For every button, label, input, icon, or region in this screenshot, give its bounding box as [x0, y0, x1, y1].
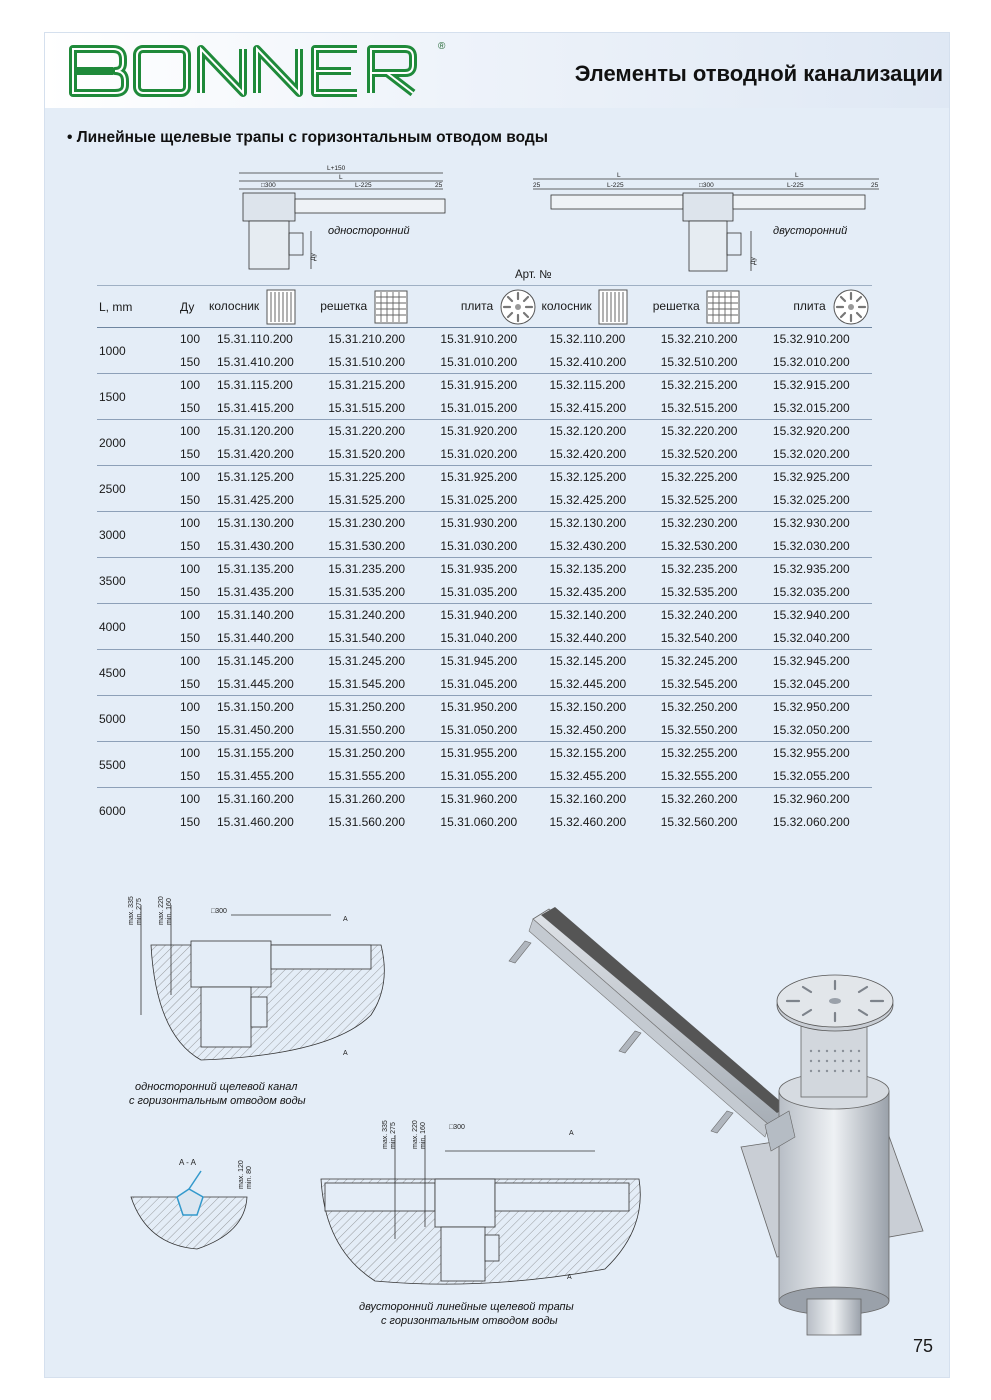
- table-row: [97, 788, 872, 811]
- article-code-cell: 15.32.955.200: [763, 742, 872, 765]
- dim-300: □300: [449, 1124, 465, 1131]
- du-cell: 150: [180, 492, 201, 507]
- article-code-cell: 15.32.225.200: [651, 466, 763, 489]
- article-code-cell: 15.32.460.200: [549, 815, 627, 829]
- header-col3: [430, 286, 539, 328]
- table-row: [97, 811, 872, 834]
- article-code-cell: 15.32.510.200: [660, 354, 738, 369]
- du-cell: 150: [180, 815, 201, 829]
- mesh-grate-icon: [374, 290, 408, 324]
- article-code-cell: 15.31.915.200: [430, 374, 539, 397]
- dim-l225: L-225: [355, 182, 372, 189]
- article-code-cell: 15.32.430.200: [549, 538, 627, 553]
- article-code-cell: 15.31.410.200: [217, 354, 294, 369]
- article-code-cell: 15.31.240.200: [318, 604, 430, 627]
- article-code-cell: 15.31.525.200: [328, 492, 405, 507]
- article-code-cell: 15.31.055.200: [440, 768, 518, 783]
- dim-min160: min. 160: [420, 1122, 427, 1149]
- article-code-cell: 15.31.155.200: [207, 742, 318, 765]
- article-code-cell: 15.32.135.200: [539, 558, 650, 581]
- cut-aa-label: A - A: [179, 1158, 196, 1167]
- table-row: [97, 742, 872, 765]
- article-code-cell: 15.32.230.200: [651, 512, 763, 535]
- article-code-cell: 15.31.435.200: [217, 584, 294, 599]
- article-code-cell: 15.32.930.200: [763, 512, 872, 535]
- article-code-cell: 15.31.010.200: [440, 354, 518, 369]
- dim-max120: max. 120: [238, 1160, 245, 1189]
- article-code-cell: 15.32.455.200: [549, 768, 627, 783]
- article-code-cell: 15.31.230.200: [318, 512, 430, 535]
- registered-mark: ®: [438, 41, 446, 52]
- table-row: [97, 650, 872, 673]
- article-code-cell: 15.32.425.200: [549, 492, 627, 507]
- article-code-cell: 15.32.960.200: [763, 788, 872, 811]
- table-header-row: [97, 286, 872, 328]
- section-mark-a-bottom: A: [567, 1274, 572, 1281]
- dim-300: □300: [699, 182, 714, 189]
- dim-l150: L+150: [327, 165, 346, 172]
- dim-min160: min. 160: [166, 898, 173, 925]
- table-row: [97, 443, 872, 466]
- article-code-cell: 15.32.220.200: [651, 420, 763, 443]
- article-code-cell: 15.32.215.200: [651, 374, 763, 397]
- du-cell: 100: [162, 558, 207, 581]
- article-code-cell: 15.32.250.200: [651, 696, 763, 719]
- length-cell: 1500: [97, 374, 162, 420]
- dim-25: 25: [435, 182, 443, 189]
- section-mark-a-bottom: A: [343, 1050, 348, 1057]
- double-sided-drawing: [529, 171, 889, 276]
- article-code-cell: 15.31.135.200: [207, 558, 318, 581]
- article-code-cell: 15.32.920.200: [763, 420, 872, 443]
- article-code-cell: 15.32.150.200: [539, 696, 650, 719]
- article-code-cell: 15.32.525.200: [660, 492, 738, 507]
- table-row: [97, 558, 872, 581]
- article-code-cell: 15.31.550.200: [328, 722, 405, 737]
- length-cell: 3500: [97, 558, 162, 604]
- article-code-cell: 15.32.145.200: [539, 650, 650, 673]
- article-code-cell: 15.31.520.200: [328, 446, 405, 461]
- header-du: Ду: [162, 286, 207, 328]
- article-code-cell: 15.31.555.200: [328, 768, 405, 783]
- article-code-cell: 15.31.510.200: [328, 354, 405, 369]
- article-code-cell: 15.32.915.200: [763, 374, 872, 397]
- table-row: [97, 627, 872, 650]
- article-code-cell: 15.32.015.200: [772, 400, 850, 415]
- cut-aa-drawing: [127, 1153, 257, 1253]
- article-code-cell: 15.32.535.200: [660, 584, 738, 599]
- section-title: • Линейные щелевые трапы с горизонтальным отводом воды: [67, 129, 548, 146]
- header-label: колосник: [541, 298, 592, 313]
- header-col6: [763, 286, 872, 328]
- table-row: [97, 696, 872, 719]
- table-row: [97, 489, 872, 512]
- du-cell: 150: [180, 354, 201, 369]
- article-code-cell: 15.32.950.200: [763, 696, 872, 719]
- article-code-cell: 15.31.250.200: [318, 742, 430, 765]
- header-label: решетка: [320, 298, 368, 313]
- dim-max220: max. 220: [158, 896, 165, 925]
- article-code-cell: 15.32.235.200: [651, 558, 763, 581]
- table-row: [97, 420, 872, 443]
- single-section-caption-1: односторонний щелевой канал: [135, 1081, 298, 1093]
- dim-min80: min. 80: [246, 1166, 253, 1189]
- article-code-cell: 15.31.145.200: [207, 650, 318, 673]
- table-row: [97, 397, 872, 420]
- dim-300: □300: [211, 908, 227, 915]
- article-code-cell: 15.32.130.200: [539, 512, 650, 535]
- article-number-label: Арт. №: [515, 269, 552, 281]
- header-col1: [207, 286, 318, 328]
- article-code-cell: 15.32.060.200: [772, 815, 850, 829]
- article-code-cell: 15.31.445.200: [217, 676, 294, 691]
- header-col2: [318, 286, 430, 328]
- du-cell: 150: [180, 584, 201, 599]
- header-label: плита: [460, 298, 494, 313]
- table-row: [97, 719, 872, 742]
- du-cell: 100: [162, 328, 207, 351]
- page-title: Элементы отводной канализации: [574, 61, 943, 86]
- article-code-cell: 15.31.420.200: [217, 446, 294, 461]
- header-length: L, mm: [97, 286, 162, 328]
- article-code-cell: 15.32.020.200: [772, 446, 850, 461]
- article-code-cell: 15.31.160.200: [207, 788, 318, 811]
- article-code-cell: 15.31.060.200: [440, 815, 518, 829]
- article-code-cell: 15.31.045.200: [440, 676, 518, 691]
- article-code-cell: 15.32.255.200: [651, 742, 763, 765]
- article-code-cell: 15.31.545.200: [328, 676, 405, 691]
- article-code-cell: 15.32.415.200: [549, 400, 627, 415]
- article-code-cell: 15.32.420.200: [549, 446, 627, 461]
- article-code-cell: 15.31.250.200: [318, 696, 430, 719]
- article-code-cell: 15.31.425.200: [217, 492, 294, 507]
- table-body: [97, 328, 872, 834]
- single-sided-section-drawing: [81, 885, 411, 1070]
- article-code-cell: 15.31.225.200: [318, 466, 430, 489]
- du-cell: 150: [180, 676, 201, 691]
- article-code-cell: 15.32.025.200: [772, 492, 850, 507]
- table-row: [97, 581, 872, 604]
- header-col5: [651, 286, 763, 328]
- dim-max220: max. 220: [412, 1120, 419, 1149]
- article-code-cell: 15.32.445.200: [549, 676, 627, 691]
- length-cell: 6000: [97, 788, 162, 834]
- table-row: [97, 351, 872, 374]
- du-cell: 150: [180, 538, 201, 553]
- table-row: [97, 535, 872, 558]
- article-code-cell: 15.32.410.200: [549, 354, 627, 369]
- article-code-cell: 15.32.120.200: [539, 420, 650, 443]
- article-code-cell: 15.32.520.200: [660, 446, 738, 461]
- article-code-cell: 15.32.010.200: [772, 354, 850, 369]
- article-code-cell: 15.31.210.200: [318, 328, 430, 351]
- dim-max335: max. 335: [128, 896, 135, 925]
- article-code-cell: 15.31.020.200: [440, 446, 518, 461]
- article-code-cell: 15.31.035.200: [440, 584, 518, 599]
- bonner-logo: [67, 43, 417, 99]
- article-code-cell: 15.32.125.200: [539, 466, 650, 489]
- du-cell: 100: [162, 788, 207, 811]
- article-code-cell: 15.32.040.200: [772, 630, 850, 645]
- article-code-cell: 15.31.260.200: [318, 788, 430, 811]
- article-table: [97, 285, 872, 834]
- article-code-cell: 15.32.035.200: [772, 584, 850, 599]
- article-code-cell: 15.31.415.200: [217, 400, 294, 415]
- article-code-cell: 15.31.110.200: [207, 328, 318, 351]
- article-code-cell: 15.32.055.200: [772, 768, 850, 783]
- product-render: [465, 901, 935, 1341]
- dim-max335: max. 335: [382, 1120, 389, 1149]
- dim-min275: min. 275: [390, 1122, 397, 1149]
- article-code-cell: 15.31.540.200: [328, 630, 405, 645]
- table-row: [97, 374, 872, 397]
- article-code-cell: 15.31.945.200: [430, 650, 539, 673]
- section-mark-a-top: A: [569, 1130, 574, 1137]
- article-code-cell: 15.31.910.200: [430, 328, 539, 351]
- article-code-cell: 15.32.245.200: [651, 650, 763, 673]
- article-code-cell: 15.31.235.200: [318, 558, 430, 581]
- article-code-cell: 15.31.220.200: [318, 420, 430, 443]
- double-section-caption-2: с горизонтальным отводом воды: [381, 1315, 558, 1327]
- article-code-cell: 15.32.160.200: [539, 788, 650, 811]
- article-code-cell: 15.31.120.200: [207, 420, 318, 443]
- article-code-cell: 15.31.925.200: [430, 466, 539, 489]
- table-row: [97, 765, 872, 788]
- article-code-cell: 15.31.515.200: [328, 400, 405, 415]
- article-code-cell: 15.31.440.200: [217, 630, 294, 645]
- table-row: [97, 604, 872, 627]
- dim-l-left: L: [617, 172, 621, 179]
- article-code-cell: 15.31.050.200: [440, 722, 518, 737]
- article-code-cell: 15.32.210.200: [651, 328, 763, 351]
- du-cell: 100: [162, 420, 207, 443]
- article-code-cell: 15.32.910.200: [763, 328, 872, 351]
- article-code-cell: 15.31.245.200: [318, 650, 430, 673]
- article-code-cell: 15.31.920.200: [430, 420, 539, 443]
- article-code-cell: 15.31.025.200: [440, 492, 518, 507]
- article-code-cell: 15.31.535.200: [328, 584, 405, 599]
- section-mark-a-top: A: [343, 916, 348, 923]
- du-cell: 150: [180, 768, 201, 783]
- du-cell: 100: [162, 696, 207, 719]
- header-label: решетка: [652, 298, 700, 313]
- dim-l225-right: L-225: [787, 182, 804, 189]
- article-code-cell: 15.31.030.200: [440, 538, 518, 553]
- bar-grate-icon: [598, 289, 628, 325]
- double-sided-caption: двусторонний: [773, 225, 848, 237]
- article-code-cell: 15.32.110.200: [539, 328, 650, 351]
- article-code-cell: 15.32.450.200: [549, 722, 627, 737]
- article-code-cell: 15.32.560.200: [660, 815, 738, 829]
- round-plate-icon: [832, 288, 870, 326]
- article-code-cell: 15.31.935.200: [430, 558, 539, 581]
- header-band: [45, 33, 949, 108]
- article-code-cell: 15.32.515.200: [660, 400, 738, 415]
- article-code-cell: 15.32.115.200: [539, 374, 650, 397]
- du-cell: 150: [180, 722, 201, 737]
- round-plate-icon: [499, 288, 537, 326]
- du-cell: 100: [162, 604, 207, 627]
- dim-25-left: 25: [533, 182, 541, 189]
- article-code-cell: 15.31.530.200: [328, 538, 405, 553]
- dim-l: L: [339, 174, 343, 181]
- article-code-cell: 15.32.945.200: [763, 650, 872, 673]
- article-code-cell: 15.31.130.200: [207, 512, 318, 535]
- length-cell: 5000: [97, 696, 162, 742]
- article-code-cell: 15.32.545.200: [660, 676, 738, 691]
- article-code-cell: 15.31.940.200: [430, 604, 539, 627]
- article-code-cell: 15.31.115.200: [207, 374, 318, 397]
- du-cell: 100: [162, 650, 207, 673]
- article-code-cell: 15.31.460.200: [217, 815, 294, 829]
- single-sided-drawing: [235, 161, 470, 276]
- article-code-cell: 15.32.435.200: [549, 584, 627, 599]
- article-code-cell: 15.31.560.200: [328, 815, 405, 829]
- length-cell: 4000: [97, 604, 162, 650]
- single-section-caption-2: с горизонтальным отводом воды: [129, 1095, 306, 1107]
- length-cell: 2500: [97, 466, 162, 512]
- article-code-cell: 15.31.125.200: [207, 466, 318, 489]
- article-code-cell: 15.31.450.200: [217, 722, 294, 737]
- article-code-cell: 15.32.940.200: [763, 604, 872, 627]
- catalog-page: [44, 32, 950, 1378]
- article-code-cell: 15.32.550.200: [660, 722, 738, 737]
- table-row: [97, 466, 872, 489]
- header-col4: [539, 286, 650, 328]
- article-code-cell: 15.31.140.200: [207, 604, 318, 627]
- article-code-cell: 15.31.015.200: [440, 400, 518, 415]
- dim-du: Ду: [750, 257, 757, 265]
- article-code-cell: 15.32.555.200: [660, 768, 738, 783]
- du-cell: 100: [162, 466, 207, 489]
- article-code-cell: 15.32.030.200: [772, 538, 850, 553]
- article-code-cell: 15.32.935.200: [763, 558, 872, 581]
- length-cell: 2000: [97, 420, 162, 466]
- length-cell: 4500: [97, 650, 162, 696]
- dim-300: □300: [261, 182, 276, 189]
- double-section-caption-1: двусторонний линейные щелевой трапы: [359, 1301, 574, 1313]
- header-label: плита: [793, 298, 826, 313]
- article-code-cell: 15.31.040.200: [440, 630, 518, 645]
- mesh-grate-icon: [706, 290, 740, 324]
- article-code-cell: 15.31.955.200: [430, 742, 539, 765]
- du-cell: 150: [180, 446, 201, 461]
- article-code-cell: 15.32.540.200: [660, 630, 738, 645]
- article-code-cell: 15.31.950.200: [430, 696, 539, 719]
- article-code-cell: 15.32.440.200: [549, 630, 627, 645]
- article-code-cell: 15.31.430.200: [217, 538, 294, 553]
- du-cell: 100: [162, 742, 207, 765]
- article-code-cell: 15.32.260.200: [651, 788, 763, 811]
- article-code-cell: 15.31.150.200: [207, 696, 318, 719]
- du-cell: 100: [162, 374, 207, 397]
- article-code-cell: 15.31.455.200: [217, 768, 294, 783]
- article-code-cell: 15.32.155.200: [539, 742, 650, 765]
- dim-du: Ду: [310, 253, 317, 261]
- dim-l-right: L: [795, 172, 799, 179]
- length-cell: 3000: [97, 512, 162, 558]
- dim-l225-left: L-225: [607, 182, 624, 189]
- length-cell: 1000: [97, 328, 162, 374]
- dim-25-right: 25: [871, 182, 879, 189]
- table-row: [97, 328, 872, 351]
- single-sided-caption: односторонний: [328, 225, 410, 237]
- table-row: [97, 673, 872, 696]
- length-cell: 5500: [97, 742, 162, 788]
- du-cell: 100: [162, 512, 207, 535]
- dim-min275: min. 275: [136, 898, 143, 925]
- article-code-cell: 15.31.960.200: [430, 788, 539, 811]
- du-cell: 150: [180, 400, 201, 415]
- header-label: колосник: [209, 298, 260, 313]
- article-code-cell: 15.32.045.200: [772, 676, 850, 691]
- table-row: [97, 512, 872, 535]
- page-number: 75: [912, 1336, 933, 1356]
- bar-grate-icon: [266, 289, 296, 325]
- article-code-cell: 15.32.530.200: [660, 538, 738, 553]
- article-code-cell: 15.32.050.200: [772, 722, 850, 737]
- article-code-cell: 15.31.930.200: [430, 512, 539, 535]
- article-code-cell: 15.31.215.200: [318, 374, 430, 397]
- article-code-cell: 15.32.240.200: [651, 604, 763, 627]
- article-code-cell: 15.32.925.200: [763, 466, 872, 489]
- du-cell: 150: [180, 630, 201, 645]
- article-code-cell: 15.32.140.200: [539, 604, 650, 627]
